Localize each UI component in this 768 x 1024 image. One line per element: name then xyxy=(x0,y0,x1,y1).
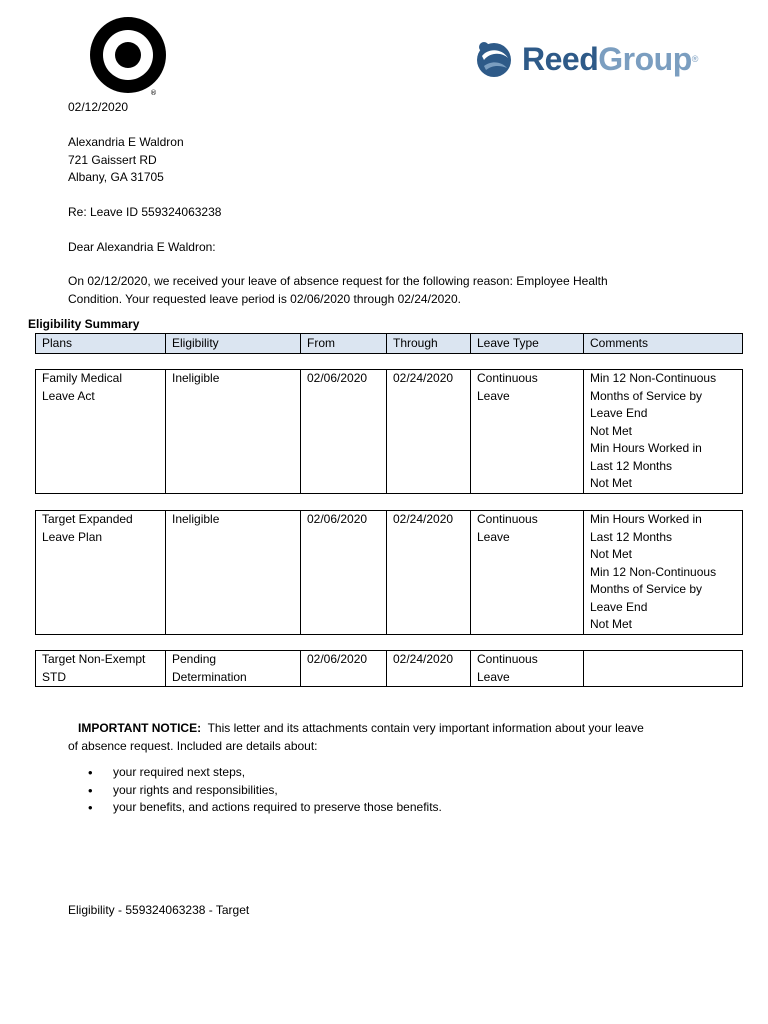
cell-plan: Target Expanded Leave Plan xyxy=(36,511,166,635)
greeting: Dear Alexandria E Waldron: xyxy=(68,240,216,254)
notice-bullet-list xyxy=(88,764,442,817)
cell-from: 02/06/2020 xyxy=(301,651,387,687)
recipient-street: 721 Gaissert RD xyxy=(68,152,157,167)
header-eligibility: Eligibility xyxy=(166,334,301,354)
cell-leave-type: Continuous Leave xyxy=(471,511,584,635)
important-notice xyxy=(68,720,718,755)
target-logo xyxy=(90,17,170,103)
list-item: • your rights and responsibilities, xyxy=(88,782,442,800)
cell-plan: Family Medical Leave Act xyxy=(36,370,166,494)
reedgroup-wordmark: ReedGroup® xyxy=(522,41,698,77)
cell-leave-type: Continuous Leave xyxy=(471,651,584,687)
table-row xyxy=(36,651,743,687)
cell-through: 02/24/2020 xyxy=(387,511,471,635)
plan-table-target-expanded xyxy=(35,510,743,635)
reedgroup-mark-icon xyxy=(474,38,516,80)
cell-through: 02/24/2020 xyxy=(387,370,471,494)
reedgroup-logo xyxy=(474,38,698,80)
re-line: Re: Leave ID 559324063238 xyxy=(68,205,222,219)
table-header-row xyxy=(36,334,743,354)
recipient-city: Albany, GA 31705 xyxy=(68,170,164,184)
cell-eligibility: Ineligible xyxy=(166,370,301,494)
plan-table-target-std xyxy=(35,650,743,687)
page-footer: Eligibility - 559324063238 - Target xyxy=(68,903,250,917)
cell-leave-type: Continuous Leave xyxy=(471,370,584,494)
letter-date: 02/12/2020 xyxy=(68,100,129,114)
notice-label: IMPORTANT NOTICE: xyxy=(78,721,202,735)
eligibility-summary-title: Eligibility Summary xyxy=(28,317,140,331)
cell-from: 02/06/2020 xyxy=(301,370,387,494)
plan-table-fmla xyxy=(35,369,743,494)
cell-eligibility: Pending Determination xyxy=(166,651,301,687)
cell-comments xyxy=(584,651,743,687)
body-line-1: On 02/12/2020, we received your leave of absence request for the following reason: Employee Health xyxy=(68,274,608,288)
cell-through: 02/24/2020 xyxy=(387,651,471,687)
cell-from: 02/06/2020 xyxy=(301,511,387,635)
body-line-2: Condition. Your requested leave period is 02/06/2020 through 02/24/2020. xyxy=(68,291,461,306)
list-item: • your benefits, and actions required to preserve those benefits. xyxy=(88,799,442,817)
letter-body xyxy=(68,273,708,308)
notice-line-1: This letter and its attachments contain very important information about your leave xyxy=(207,721,644,735)
recipient-name: Alexandria E Waldron xyxy=(68,135,184,149)
cell-plan: Target Non-Exempt STD xyxy=(36,651,166,687)
header-leave-type: Leave Type xyxy=(471,334,584,354)
header-through: Through xyxy=(387,334,471,354)
table-row xyxy=(36,511,743,635)
cell-eligibility: Ineligible xyxy=(166,511,301,635)
cell-comments: Min 12 Non-Continuous Months of Service by Leave End Not Met Min Hours Worked in Last 12 Months Not Met xyxy=(584,370,743,494)
notice-line-2: of absence request. Included are details about: xyxy=(68,738,318,753)
cell-comments: Min Hours Worked in Last 12 Months Not Met Min 12 Non-Continuous Months of Service by Leave End Not Met xyxy=(584,511,743,635)
list-item: • your required next steps, xyxy=(88,764,442,782)
header-comments: Comments xyxy=(584,334,743,354)
header-from: From xyxy=(301,334,387,354)
eligibility-header-table xyxy=(35,333,743,354)
table-row xyxy=(36,370,743,494)
header-plans: Plans xyxy=(36,334,166,354)
recipient-address xyxy=(68,134,708,187)
svg-text:®: ® xyxy=(150,89,157,97)
